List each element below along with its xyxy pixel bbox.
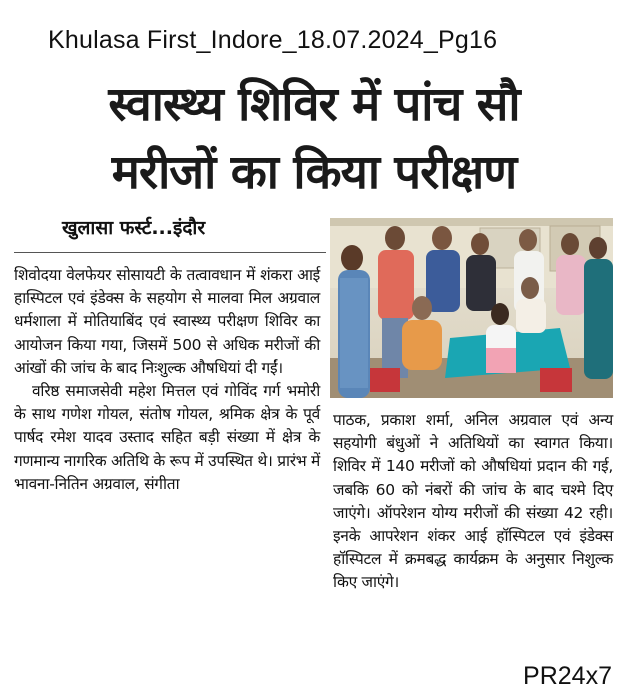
headline-line-1: स्वास्थ्य शिविर में पांच सौ	[108, 77, 520, 132]
article-left-column	[14, 264, 320, 496]
source-label: Khulasa First_Indore_18.07.2024_Pg16	[48, 26, 498, 54]
headline-line-2: मरीजों का किया परीक्षण	[111, 145, 517, 200]
article-paragraph-1: शिवोदया वेलफेयर सोसायटी के तत्वावधान में शंकरा आई हास्पिटल एवं इंडेक्स के सहयोग से मालवा मिल अग्रवाल धर्मशाला में मोतियाबिंद एवं स्वास्थ्य परीक्षण शिविर का आयोजन किया गया, जिसमें 500 से अधिक मरीजों की आंखों की जांच के बाद निःशुल्क औषधियां दी गईं।	[14, 266, 320, 377]
event-photo	[330, 218, 613, 398]
byline-divider	[14, 252, 326, 253]
byline: खुलासा फर्स्ट...इंदौर	[62, 217, 206, 239]
event-photo-illustration	[330, 218, 613, 398]
corner-mark: PR24x7	[523, 662, 612, 690]
article-paragraph-2: वरिष्ठ समाजसेवी महेश मित्तल एवं गोविंद गर्ग भमोरी के साथ गणेश गोयल, संतोष गोयल, श्रमिक क्षेत्र के पूर्व पार्षद रमेश यादव उस्ताद सहित बड़ी संख्या में क्षेत्र के गणमान्य नागरिक अतिथि के रूप में उपस्थित थे। प्रारंभ में भावना-नितिन अग्रवाल, संगीता	[14, 382, 320, 493]
article-right-column: पाठक, प्रकाश शर्मा, अनिल अग्रवाल एवं अन्य सहयोगी बंधुओं ने अतिथियों का स्वागत किया। शिविर में 140 मरीजों को औषधियां प्रदान की गई, जबकि 60 को नंबरों की जांच के बाद चश्मे दिए जाएंगे। ऑपरेशन योग्य मरीजों की संख्या 42 रही। इनके आपरेशन शंकर आई हॉस्पिटल एवं इंडेक्स हॉस्पिटल में क्रमबद्ध कार्यक्रम के अनुसार निशुल्क किए जाएंगे।	[333, 411, 613, 592]
